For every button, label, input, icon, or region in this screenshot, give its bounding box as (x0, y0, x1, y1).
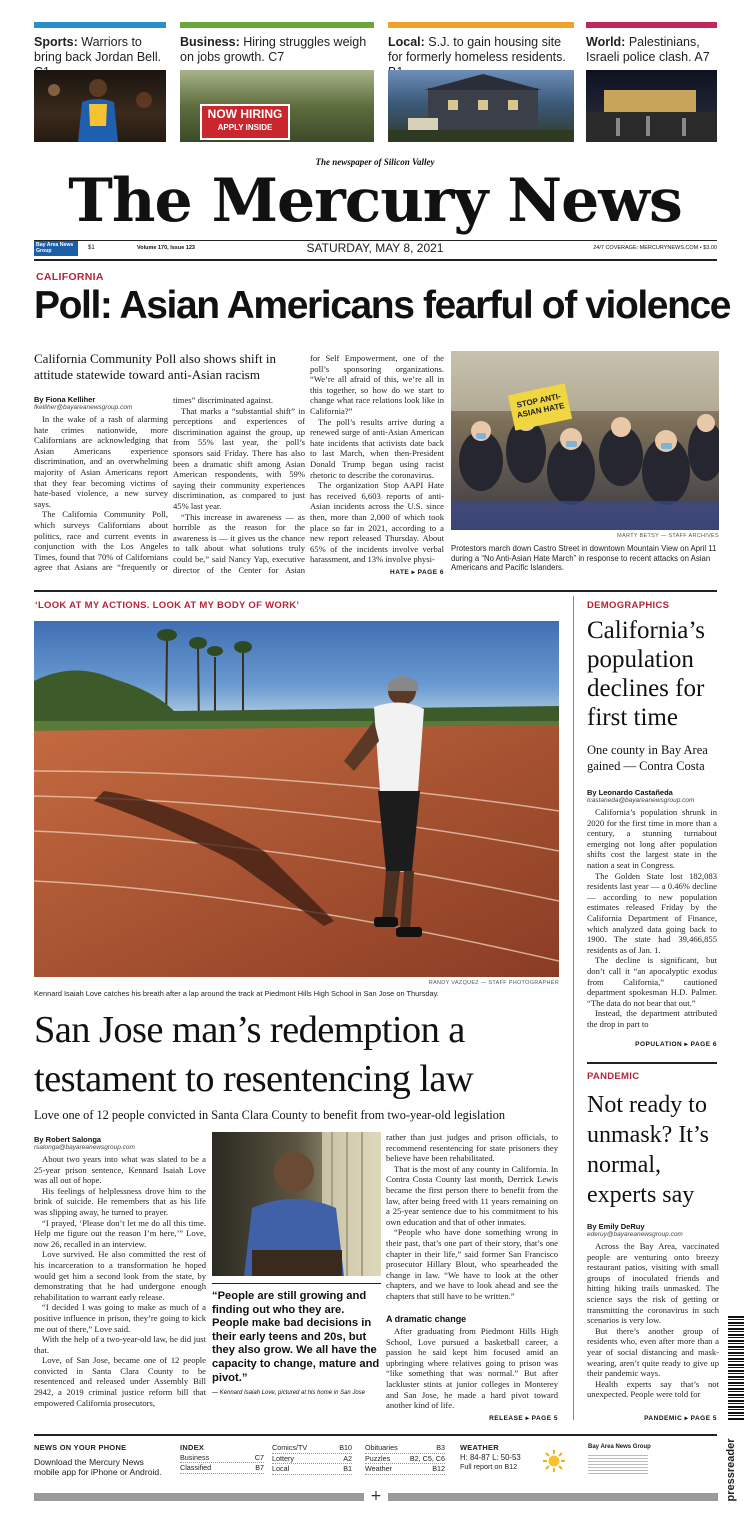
teaser-label: Sports: (34, 35, 78, 49)
feature-paragraph: Love, of San Jose, became one of 12 people convicted in Santa Clara County to be resentenced and released under Assembly Bill 2942, a 2019 criminal justice reform bill that empowered California prosecutors, (34, 1355, 206, 1408)
side2-paragraph: Health experts say that’s not unexpected. People were told for (587, 1378, 719, 1400)
feature-jump[interactable]: RELEASE ▸ PAGE 5 (489, 1415, 558, 1422)
feature-paragraph: “I prayed, ‘Please don’t let me do all this time. Help me figure out the reason I’m here,’” Love, now 26, recalled in an interview. (34, 1217, 206, 1249)
feature-photo-caption: Kennard Isaiah Love catches his breath after a lap around the track at Piedmont Hills High School in San Jose on Thursday. (34, 989, 439, 998)
side2-email[interactable]: ederuy@bayareanewsgroup.com (587, 1231, 683, 1238)
masthead-tagline: The newspaper of Silicon Valley (315, 157, 435, 167)
edition-price: $1 (88, 245, 95, 251)
side1-byline: By Leonardo Castañeda (587, 788, 673, 797)
side1-paragraph: The decline is significant, but don’t call it “an apocalyptic exodus from California,” cautioned department spokesman H.D. Palmer. “The data do not bear that out.” (587, 955, 717, 1008)
side1-paragraph: California’s population shrunk in 2020 for the first time in more than a century, a stunning turnabout emerging not long after population shifts cost the largest state in the nation a seat in Congress. (587, 807, 717, 870)
footer-weather-text: H: 84-87 L: 50-53 (460, 1452, 521, 1462)
index-item[interactable]: Puzzles B2, C5, C6 (365, 1453, 445, 1463)
side2-byline: By Emily DeRuy (587, 1222, 645, 1231)
footer-index-3 (365, 1443, 445, 1475)
pull-quote (212, 1283, 381, 1398)
volume-info: Volume 170, Issue 123 (137, 245, 195, 251)
teaser-label: Business: (180, 35, 240, 49)
lead-paragraph: times” discriminated against. (173, 395, 273, 405)
feature-subhead: A dramatic change (386, 1314, 467, 1324)
feature-paragraph: With the help of a two-year-old law, he did just that. (34, 1334, 206, 1355)
teaser-color-bar (586, 22, 717, 28)
lead-headline[interactable]: Poll: Asian Americans fearful of violence (34, 284, 731, 327)
footer-weather-report: Full report on B12 (460, 1462, 518, 1471)
side1-paragraph: The Golden State lost 182,083 residents last year — a 0.46% decline — according to new population estimates released Friday by the California Department of Finance, which analyzed data going back to 1900. The state had 39,466,855 residents as of Jan. 1. (587, 870, 717, 955)
index-item[interactable]: Obituaries B3 (365, 1443, 445, 1452)
teaser-photo-housing (388, 70, 574, 142)
teaser-color-bar (388, 22, 574, 28)
side2-paragraph: But there’s another group of residents who, even after more than a year of social distancing and mask-wearing, aren’t quite ready to give up their pandemic ways. (587, 1325, 719, 1379)
masthead-right[interactable]: 24/7 COVERAGE: MERCURYNEWS.COM • $3.00 (593, 245, 717, 251)
sign-line-1: NOW HIRING (207, 107, 283, 121)
feature-kicker: ‘LOOK AT MY ACTIONS. LOOK AT MY BODY OF WORK’ (35, 600, 300, 611)
feature-paragraph: After graduating from Piedmont Hills High School, Love pursued a basketball career, a passion he said kept him focused amid an upbringing where relatives going to prison was “like something that was normal.” But after lackluster stints at junior colleges in Monterey and San Jose, he made a hard pivot toward another kind of life. (386, 1326, 558, 1411)
feature-paragraph: rather than just judges and prison officials, to recommend resentencing for state prisoners they believe have been rehabilitated. (386, 1132, 558, 1164)
side-divider (587, 1062, 717, 1064)
side2-paragraph: Across the Bay Area, vaccinated people are venturing onto breezy restaurant patios, visiting with small groups of inoculated friends and hitting hiking trails unmasked. The science says the risk of getting or transmitting the coronavirus in such scenarios is very low. (587, 1241, 719, 1326)
portrait-illustration (212, 1132, 381, 1276)
side2-kicker: PANDEMIC (587, 1071, 640, 1082)
teaser-text: Palestinians, Israeli police clash. A7 (586, 35, 710, 64)
footer-index-head: INDEX (180, 1443, 205, 1452)
teaser-label: World: (586, 35, 626, 49)
feature-paragraph: About two years into what was slated to be a 25-year prison sentence, Kennard Isaiah Love was all out of hope. (34, 1154, 206, 1186)
feature-col-3 (386, 1132, 558, 1312)
teaser-photo-jerusalem (586, 70, 717, 142)
side2-body (587, 1222, 719, 1411)
side1-kicker: DEMOGRAPHICS (587, 600, 670, 611)
bottom-scrollbar-right[interactable] (388, 1493, 718, 1501)
index-item[interactable]: Local B1 (272, 1464, 352, 1473)
bottom-scrollbar-left[interactable] (34, 1493, 364, 1501)
feature-paragraph: “I decided I was going to make as much of a positive influence in prison, they’re going to kick me out of there,” Love said. (34, 1302, 206, 1334)
feature-col-3b (386, 1326, 558, 1412)
feature-byline: By Robert Salonga (34, 1135, 102, 1144)
side1-email[interactable]: lcastaneda@bayareanewsgroup.com (587, 797, 695, 804)
lead-paragraph: The poll’s results arrive during a renewed surge of anti-Asian American hate incidents that activists date back to last March, when then-President Donald Trump began using racist rhetoric to describe the coronavirus. (310, 416, 444, 480)
footer-rule (34, 1434, 717, 1436)
footer-phone-text: Download the Mercury News mobile app for iPhone or Android. (34, 1456, 162, 1478)
feature-paragraph: “People who have done something wrong in their past, that’s one part of their story, that’s one chapter in their life,” said former San Francisco prosecutor Hillary Blout, who spearheaded the change in law. “We have to look at the other chapters, and we have to look ahead and see the chapters that still have to be written.” (386, 1227, 558, 1301)
lead-paragraph: The California Community Poll, which surveys Californians about politics, race and current events in conjunction with the Los Angeles Times, found that 70% of Californians agree that Asians are “frequently or (34, 509, 168, 573)
masthead-rule-bottom (34, 259, 717, 261)
feature-paragraph: Love survived. He also committed the rest of his incarceration to a transformation he hoped would get him a second look from the state, by demonstrating that he had undergone enough rehabilitation to warrant early release. (34, 1249, 206, 1302)
footer-index (180, 1443, 264, 1474)
section-rule (34, 590, 717, 592)
feature-deck: Love one of 12 people convicted in Santa Clara County to benefit from two-year-old legislation (34, 1108, 506, 1122)
lead-photo[interactable] (451, 351, 719, 530)
side1-body (587, 788, 717, 1031)
teaser-text: Hiring struggles weigh on jobs growth. C7 (180, 35, 367, 64)
lead-col-1 (34, 395, 168, 575)
footer-phone-head: NEWS ON YOUR PHONE (34, 1443, 127, 1452)
bottom-scrollbar-plus[interactable]: + (370, 1488, 382, 1504)
teaser-color-bar (34, 22, 166, 28)
footer-phone[interactable] (34, 1443, 170, 1478)
side1-deck: One county in Bay Area gained — Contra Costa (587, 743, 708, 773)
feature-email[interactable]: rsalonga@bayareanewsgroup.com (34, 1144, 135, 1151)
pull-quote-text: “People are still growing and finding out who they are. People make bad decisions in their early teens and 20s, but they also grow. We all have the capacity to change, mature and pivot.” (212, 1290, 380, 1384)
lead-col-2 (173, 395, 305, 577)
masthead-date: SATURDAY, MAY 8, 2021 (306, 241, 444, 255)
lead-photo-caption: Protestors march down Castro Street in downtown Mountain View on April 11 during a “No Anti-Asian Hate March” in response to recent attacks on Asian Americans and Pacific Islanders. (451, 544, 717, 573)
footer-group-fineprint (588, 1455, 648, 1475)
barcode (728, 1316, 744, 1420)
pull-quote-attribution: — Kennard Isaiah Love, pictured at his home in San Jose (212, 1390, 366, 1397)
pressreader-text: pressreader (725, 1438, 737, 1502)
feature-col-1 (34, 1135, 206, 1425)
index-item[interactable]: Classified B7 (180, 1463, 264, 1472)
group-name: Bay Area News Group (36, 242, 74, 254)
side1-paragraph: Instead, the department attributed the drop in part to (587, 1008, 717, 1029)
lead-kicker: CALIFORNIA (36, 271, 104, 283)
sign-line-2: APPLY INSIDE (217, 123, 273, 132)
index-item[interactable]: Weather B12 (365, 1464, 445, 1473)
lead-photo-credit: MARTY BETSY — STAFF ARCHIVES (617, 533, 719, 539)
lead-email[interactable]: fkelliher@bayareanewsgroup.com (34, 404, 133, 411)
side2-jump[interactable]: PANDEMIC ▸ PAGE 5 (644, 1415, 717, 1422)
teaser-color-bar (180, 22, 374, 28)
feature-photo[interactable] (34, 621, 559, 977)
teaser-photo-player (34, 70, 166, 142)
sun-icon (543, 1450, 565, 1472)
teaser-text: S.J. to gain housing site for formerly homeless residents. (388, 35, 566, 64)
feature-photo-credit: RANDY VAZQUEZ — STAFF PHOTOGRAPHER (428, 980, 559, 986)
lead-paragraph: In the wake of a rash of alarming hate crimes nationwide, more Californians are acknowledging that Asian Americans experience discrimination, and an overwhelming majority of Asian Americans report that they fear becoming victims of hate-based violence, a new survey says. (34, 414, 168, 509)
teaser-sports[interactable] (34, 22, 166, 150)
teaser-business[interactable] (180, 22, 374, 150)
lead-byline: By Fiona Kelliher (34, 395, 96, 404)
lead-jump[interactable]: HATE ▸ PAGE 6 (390, 569, 444, 576)
track-scene-illustration (34, 621, 559, 977)
side1-jump[interactable]: POPULATION ▸ PAGE 6 (635, 1041, 717, 1048)
basketball-player-illustration (34, 70, 166, 142)
lead-col-3 (310, 353, 444, 565)
masthead-title[interactable]: The Mercury News (68, 166, 682, 236)
feature-headline-line-1: San Jose man’s redemption a (34, 1009, 465, 1051)
teaser-label: Local: (388, 35, 425, 49)
lead-deck: California Community Poll also shows shift in attitude statewide toward anti-Asian racism (34, 351, 276, 382)
footer-weather-head: WEATHER (460, 1443, 499, 1452)
lead-paragraph: That marks a “substantial shift” in perceptions and experiences of discrimination against the group, up from 55% last year, the poll’s sponsors said Friday. There has also been a dramatic shift among Asian American respondents, with 59% saying their community experiences discrimination, as compared to just 45% last year. (173, 405, 305, 511)
city-wall-illustration (586, 70, 717, 142)
feature-headline[interactable] (34, 1006, 569, 1104)
side2-headline[interactable]: Not ready to unmask? It’s normal, experts say (587, 1092, 709, 1208)
building-illustration (388, 70, 574, 142)
protest-sign: STOP ANTI-ASIAN HATE (508, 383, 572, 430)
teaser-local[interactable] (388, 22, 574, 150)
lead-paragraph: The organization Stop AAPI Hate has received 6,603 reports of anti-Asian incidents across the U.S. since then, more than 2,000 of which took place so far in 2021, according to a new report released Thursday. About 65% of the incidents involve verbal harassment, and 13% involve physi- (310, 480, 444, 565)
lead-paragraph: for Self Empowerment, one of the poll’s sponsoring organizations. “We’re all afraid of this, we’re all in this together, so how do we start to change what race relations look like in California?” (310, 353, 444, 416)
pressreader-logo[interactable] (718, 1430, 746, 1516)
teaser-text: Warriors to bring back Jordan Bell. (34, 35, 162, 64)
index-item[interactable]: Comics/TV B10 (272, 1443, 352, 1452)
pull-quote-rule (212, 1283, 381, 1284)
feature-paragraph (386, 1411, 558, 1412)
feature-paragraph: His feelings of helplessness drove him to the brink of suicide. He remembers that as his life was slipping away, he turned to prayer. (34, 1185, 206, 1217)
feature-headline-line-2: testament to resentencing law (34, 1058, 474, 1100)
lead-paragraph: “This increase in awareness — as horrible as the reason for the awareness is — it gives us the chance to talk about what solutions truly could be,” said Nancy Yap, executive director of the Center for Asian (173, 511, 305, 575)
footer-index-2 (272, 1443, 352, 1475)
column-rule (573, 596, 574, 1420)
footer-group-text: Bay Area News Group (588, 1444, 651, 1450)
teaser-photo-hiring-sign (180, 70, 374, 142)
index-item[interactable]: Lottery A2 (272, 1453, 352, 1463)
footer-group (588, 1443, 668, 1475)
teaser-world[interactable] (586, 22, 717, 150)
feature-inset-photo[interactable] (212, 1132, 381, 1276)
protest-crowd-illustration (451, 351, 719, 530)
index-item[interactable]: Business C7 (180, 1452, 264, 1462)
feature-paragraph: That is the most of any county in California. In Contra Costa County last month, Derrick Lewis became the first person there to benefit from the law, after being freed with 11 years remaining on a 25-year sentence due to his commitment to his own education and that of other inmates. (386, 1163, 558, 1227)
side1-headline[interactable]: California’s population declines for first time (587, 617, 706, 731)
